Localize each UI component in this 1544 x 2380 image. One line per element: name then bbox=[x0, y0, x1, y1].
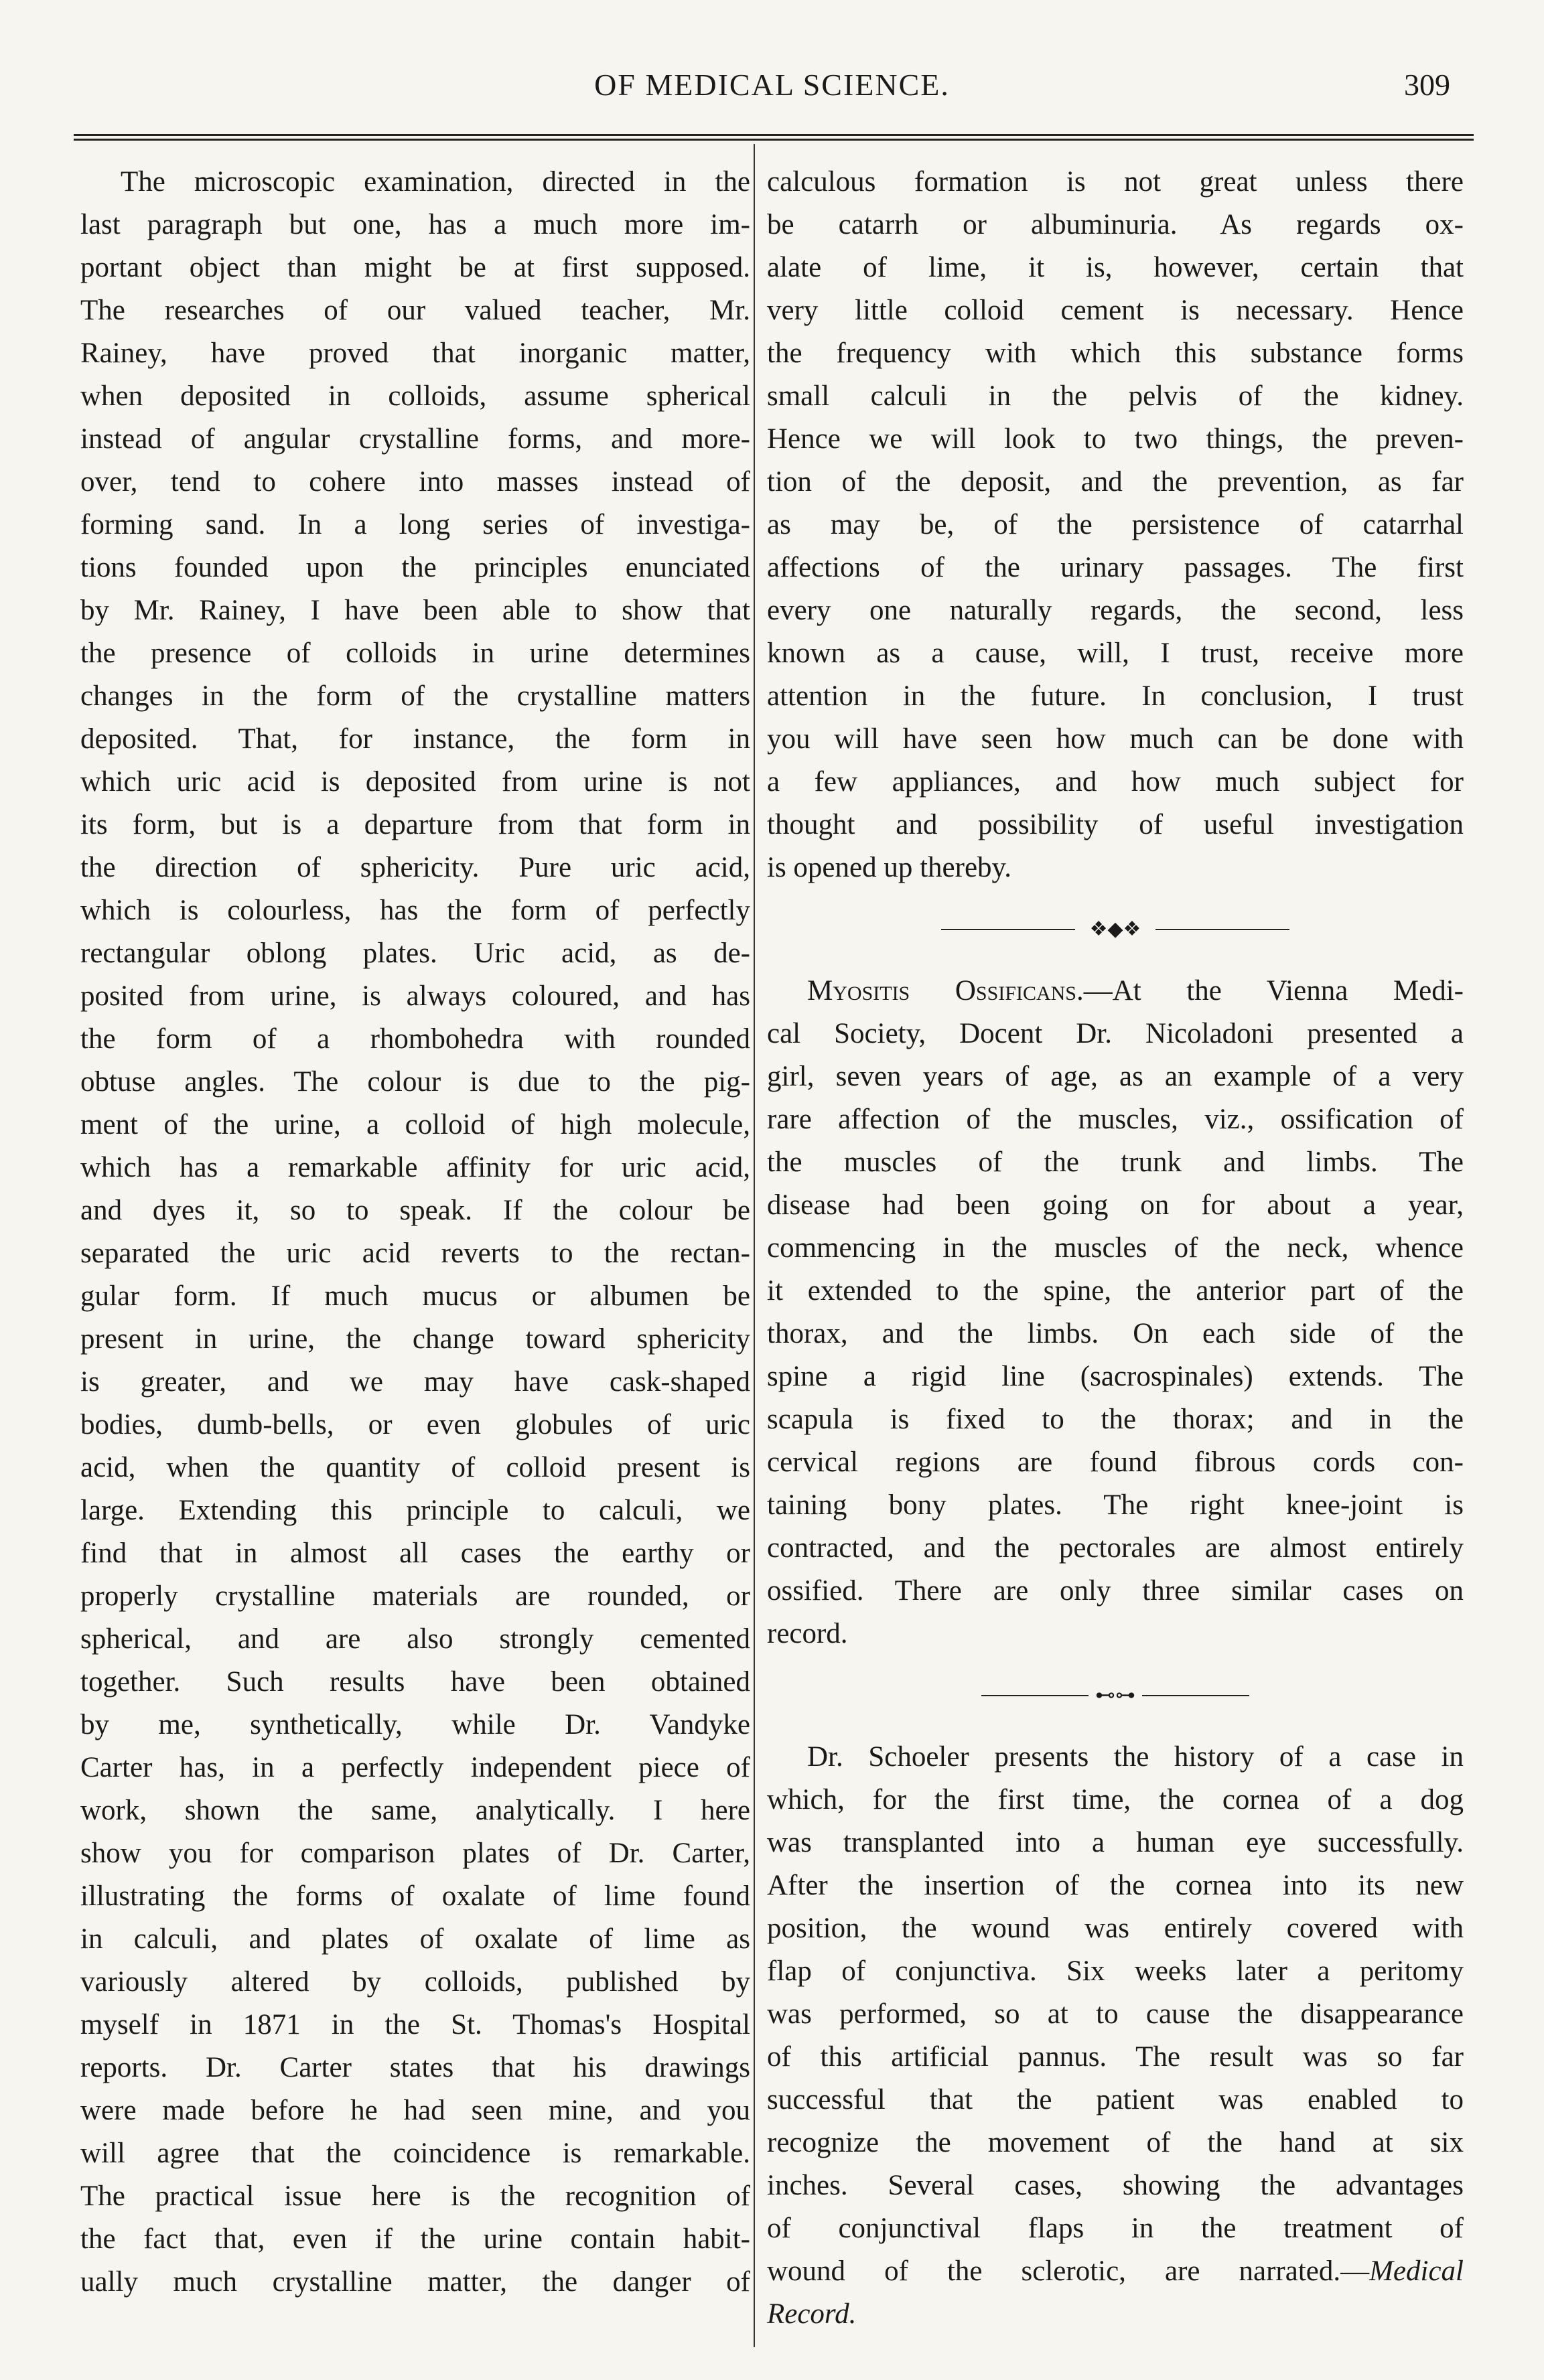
column-divider bbox=[754, 144, 755, 2347]
source-citation-b: Record. bbox=[767, 2298, 857, 2330]
text-line: After the insertion of the cornea into its new bbox=[767, 1870, 1464, 1901]
myositis-first-line bbox=[767, 970, 1464, 1013]
text-line: Carter has, in a perfectly independent piece of bbox=[80, 1752, 750, 1783]
ornament-glyph-2: ⊷⊶ bbox=[1095, 1684, 1135, 1706]
text-line: is opened up thereby. bbox=[767, 852, 1011, 883]
text-line: and dyes it, so to speak. If the colour be bbox=[80, 1195, 750, 1226]
text-line: the muscles of the trunk and limbs. The bbox=[767, 1146, 1464, 1178]
text-line: large. Extending this principle to calculi, we bbox=[80, 1495, 750, 1526]
text-line: calculous formation is not great unless there bbox=[767, 166, 1464, 198]
text-line: were made before he had seen mine, and you bbox=[80, 2095, 750, 2126]
text-line: as may be, of the persistence of catarrhal bbox=[767, 509, 1464, 540]
left-column bbox=[80, 161, 750, 2304]
text-line: is greater, and we may have cask-shaped bbox=[80, 1366, 750, 1398]
text-line: successful that the patient was enabled to bbox=[767, 2084, 1464, 2115]
text-line: which uric acid is deposited from urine is not bbox=[80, 766, 750, 798]
text-line: record. bbox=[767, 1618, 848, 1649]
section-ornament bbox=[941, 916, 1289, 943]
text-line: spine a rigid line (sacrospinales) extends. The bbox=[767, 1361, 1464, 1392]
text-line: flap of conjunctiva. Six weeks later a peritomy bbox=[767, 1955, 1464, 1987]
para-schoeler bbox=[767, 1736, 1464, 2336]
text-line: which, for the first time, the cornea of a dog bbox=[767, 1784, 1464, 1815]
schoeler-last-text: wound of the sclerotic, are narrated.— bbox=[767, 2255, 1370, 2287]
text-line: scapula is fixed to the thorax; and in the bbox=[767, 1404, 1464, 1435]
text-line: portant object than might be at first supposed. bbox=[80, 252, 750, 283]
text-line: of conjunctival flaps in the treatment of bbox=[767, 2213, 1464, 2244]
text-line: its form, but is a departure from that form in bbox=[80, 809, 750, 840]
para-myositis bbox=[767, 970, 1464, 1655]
text-line: taining bony plates. The right knee-joint is bbox=[767, 1489, 1464, 1521]
text-line: you will have seen how much can be done with bbox=[767, 723, 1464, 755]
page-header bbox=[0, 67, 1544, 121]
text-line: attention in the future. In conclusion, I trust bbox=[767, 680, 1464, 712]
text-line: Dr. Schoeler presents the history of a case in bbox=[807, 1741, 1464, 1773]
text-line: girl, seven years of age, as an example of a very bbox=[767, 1061, 1464, 1092]
text-line: the form of a rhombohedra with rounded bbox=[80, 1023, 750, 1055]
schoeler-last-line bbox=[767, 2250, 1464, 2293]
text-line: instead of angular crystalline forms, and more- bbox=[80, 423, 750, 455]
text-line: last paragraph but one, has a much more im- bbox=[80, 209, 750, 240]
text-line: which is colourless, has the form of perfectly bbox=[80, 895, 750, 926]
text-line: by me, synthetically, while Dr. Vandyke bbox=[80, 1709, 750, 1740]
text-line: recognize the movement of the hand at six bbox=[767, 2127, 1464, 2158]
text-line: work, shown the same, analytically. I here bbox=[80, 1795, 750, 1826]
text-line: the direction of sphericity. Pure uric acid, bbox=[80, 852, 750, 883]
right-column bbox=[767, 161, 1464, 2336]
text-line: the frequency with which this substance forms bbox=[767, 338, 1464, 369]
page-number: 309 bbox=[1404, 68, 1450, 102]
text-line: cervical regions are found fibrous cords con- bbox=[767, 1446, 1464, 1478]
text-line: commencing in the muscles of the neck, whence bbox=[767, 1232, 1464, 1264]
text-line: over, tend to cohere into masses instead of bbox=[80, 466, 750, 498]
text-line: separated the uric acid reverts to the rectan- bbox=[80, 1238, 750, 1269]
text-line: the fact that, even if the urine contain habit- bbox=[80, 2223, 750, 2255]
section-ornament-2 bbox=[981, 1682, 1249, 1709]
text-line: rare affection of the muscles, viz., ossification of bbox=[767, 1104, 1464, 1135]
text-line: of this artificial pannus. The result was so far bbox=[767, 2041, 1464, 2073]
text-line: disease had been going on for about a year, bbox=[767, 1189, 1464, 1221]
text-line: The microscopic examination, directed in the bbox=[121, 166, 750, 198]
text-line: illustrating the forms of oxalate of lime found bbox=[80, 1880, 750, 1912]
text-line: find that in almost all cases the earthy or bbox=[80, 1538, 750, 1569]
text-line: obtuse angles. The colour is due to the pig- bbox=[80, 1066, 750, 1098]
text-line: thought and possibility of useful investigation bbox=[767, 809, 1464, 840]
text-line: was transplanted into a human eye successfully. bbox=[767, 1827, 1464, 1858]
text-line: contracted, and the pectorales are almost entirely bbox=[767, 1532, 1464, 1564]
text-line: the presence of colloids in urine determines bbox=[80, 638, 750, 669]
text-line: ment of the urine, a colloid of high molecule, bbox=[80, 1109, 750, 1140]
text-line: known as a cause, will, I trust, receive more bbox=[767, 638, 1464, 669]
text-line: every one naturally regards, the second, less bbox=[767, 595, 1464, 626]
schoeler-source-line bbox=[767, 2293, 1464, 2336]
myositis-first-rest: —At the Vienna Medi- bbox=[1083, 975, 1464, 1007]
text-line: Hence we will look to two things, the preven- bbox=[767, 423, 1464, 455]
text-line: cal Society, Docent Dr. Nicoladoni presented a bbox=[767, 1018, 1464, 1049]
text-line: thorax, and the limbs. On each side of the bbox=[767, 1318, 1464, 1349]
text-line: affections of the urinary passages. The first bbox=[767, 552, 1464, 583]
myositis-heading: Myositis Ossificans. bbox=[807, 975, 1084, 1007]
para-calculous bbox=[767, 161, 1464, 889]
text-line: it extended to the spine, the anterior part of the bbox=[767, 1275, 1464, 1307]
ornament-glyph: ❖◆❖ bbox=[1089, 918, 1141, 940]
text-line: gular form. If much mucus or albumen be bbox=[80, 1280, 750, 1312]
text-line: a few appliances, and how much subject for bbox=[767, 766, 1464, 798]
text-line: The researches of our valued teacher, Mr. bbox=[80, 295, 750, 326]
text-line: acid, when the quantity of colloid present is bbox=[80, 1452, 750, 1483]
text-line: which has a remarkable affinity for uric acid, bbox=[80, 1152, 750, 1183]
text-line: ossified. There are only three similar cases on bbox=[767, 1575, 1464, 1607]
text-line: was performed, so at to cause the disappearance bbox=[767, 1998, 1464, 2030]
text-line: alate of lime, it is, however, certain that bbox=[767, 252, 1464, 283]
text-line: myself in 1871 in the St. Thomas's Hospital bbox=[80, 2009, 750, 2040]
text-line: tion of the deposit, and the prevention, as far bbox=[767, 466, 1464, 498]
text-line: rectangular oblong plates. Uric acid, as de- bbox=[80, 938, 750, 969]
text-line: bodies, dumb-bells, or even globules of uric bbox=[80, 1409, 750, 1440]
text-line: spherical, and are also strongly cemented bbox=[80, 1623, 750, 1655]
text-line: changes in the form of the crystalline matters bbox=[80, 680, 750, 712]
text-line: inches. Several cases, showing the advantages bbox=[767, 2170, 1464, 2201]
header-rule bbox=[74, 134, 1474, 141]
text-line: tions founded upon the principles enunciated bbox=[80, 552, 750, 583]
text-line: together. Such results have been obtained bbox=[80, 1666, 750, 1698]
text-line: variously altered by colloids, published by bbox=[80, 1966, 750, 1998]
text-line: ually much crystalline matter, the danger of bbox=[80, 2266, 750, 2298]
text-line: The practical issue here is the recognition of bbox=[80, 2180, 750, 2212]
text-line: be catarrh or albuminuria. As regards ox- bbox=[767, 209, 1464, 240]
text-line: very little colloid cement is necessary. Hence bbox=[767, 295, 1464, 326]
text-line: by Mr. Rainey, I have been able to show that bbox=[80, 595, 750, 626]
text-line: position, the wound was entirely covered with bbox=[767, 1913, 1464, 1944]
text-line: Rainey, have proved that inorganic matter, bbox=[80, 338, 750, 369]
text-line: reports. Dr. Carter states that his drawings bbox=[80, 2052, 750, 2083]
text-line: present in urine, the change toward sphericity bbox=[80, 1323, 750, 1355]
text-line: small calculi in the pelvis of the kidney. bbox=[767, 380, 1464, 412]
source-citation-a: Medical bbox=[1369, 2255, 1464, 2287]
text-line: will agree that the coincidence is remarkable. bbox=[80, 2138, 750, 2169]
text-line: show you for comparison plates of Dr. Carter, bbox=[80, 1838, 750, 1869]
text-line: in calculi, and plates of oxalate of lime as bbox=[80, 1923, 750, 1955]
text-line: posited from urine, is always coloured, and has bbox=[80, 980, 750, 1012]
text-line: properly crystalline materials are rounded, or bbox=[80, 1580, 750, 1612]
text-line: deposited. That, for instance, the form in bbox=[80, 723, 750, 755]
running-head: OF MEDICAL SCIENCE. bbox=[594, 68, 950, 102]
text-line: forming sand. In a long series of investiga- bbox=[80, 509, 750, 540]
text-line: when deposited in colloids, assume spherical bbox=[80, 380, 750, 412]
